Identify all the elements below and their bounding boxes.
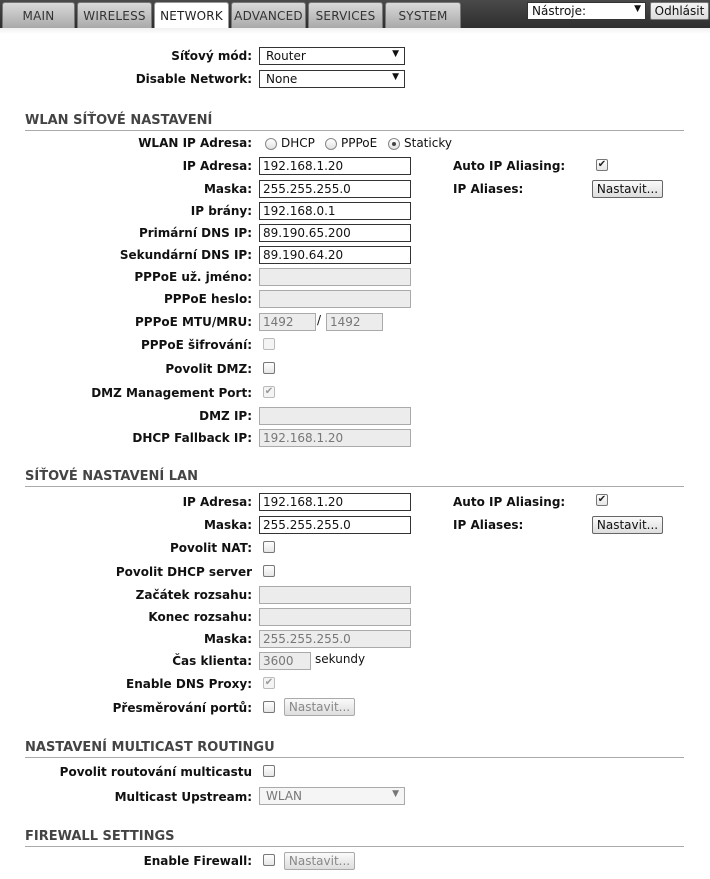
lan-mask-label: Maska:: [203, 518, 252, 532]
pppoe-pass-input[interactable]: [259, 290, 411, 308]
wlan-dns2-label: Sekundární DNS IP:: [119, 248, 252, 262]
check-icon: ✔: [597, 494, 607, 505]
pppoe-enc-checkbox[interactable]: [263, 338, 275, 350]
dmz-label: Povolit DMZ:: [165, 362, 252, 376]
port-forward-label: Přesměrování portů:: [112, 701, 252, 715]
range-start-label: Začátek rozsahu:: [135, 588, 252, 602]
network-mode-value: Router: [266, 49, 306, 63]
tab-system[interactable]: SYSTEM: [385, 2, 461, 28]
wlan-dns2-input[interactable]: 89.190.64.20: [259, 246, 411, 264]
wlan-ip-label: IP Adresa:: [182, 159, 252, 173]
dhcp-mask-input[interactable]: 255.255.255.0: [259, 630, 411, 648]
chevron-down-icon: ▼: [392, 789, 399, 799]
check-icon: ✔: [597, 159, 607, 170]
dhcp-server-checkbox[interactable]: [263, 565, 275, 577]
radio-pppoe-label: PPPoE: [341, 136, 378, 150]
logout-button[interactable]: Odhlásit: [650, 2, 709, 20]
wlan-aliases-button[interactable]: Nastavit...: [592, 180, 663, 198]
chevron-down-icon: ▼: [634, 4, 641, 14]
dhcp-mask-label: Maska:: [203, 632, 252, 646]
multicast-enable-checkbox[interactable]: [263, 765, 275, 777]
pppoe-enc-label: PPPoE šifrování:: [140, 338, 252, 352]
dmz-ip-label: DMZ IP:: [199, 409, 252, 423]
multicast-section-title: NASTAVENÍ MULTICAST ROUTINGU: [25, 740, 684, 758]
dns-proxy-label: Enable DNS Proxy:: [126, 677, 252, 691]
radio-pppoe[interactable]: [325, 138, 337, 150]
wlan-ip-mode-label: WLAN IP Adresa:: [138, 136, 252, 150]
lan-mask-input[interactable]: 255.255.255.0: [259, 516, 411, 534]
tab-services[interactable]: SERVICES: [308, 2, 383, 28]
network-mode-label: Síťový mód:: [171, 49, 252, 63]
wlan-aliases-label: IP Aliases:: [453, 182, 524, 196]
lan-aliases-button[interactable]: Nastavit...: [592, 516, 663, 534]
disable-network-value: None: [266, 72, 298, 86]
lan-section-title: SÍŤOVÉ NASTAVENÍ LAN: [25, 469, 684, 487]
tools-select[interactable]: [527, 2, 646, 20]
port-forward-checkbox[interactable]: [263, 701, 275, 713]
tab-wireless[interactable]: WIRELESS: [77, 2, 152, 28]
firewall-section-title: FIREWALL SETTINGS: [25, 829, 684, 847]
dmz-checkbox[interactable]: [263, 362, 275, 374]
dns-proxy-checkbox[interactable]: [263, 677, 275, 689]
radio-dhcp-label: DHCP: [281, 136, 315, 150]
tools-select-value: Nástroje:: [532, 4, 587, 18]
dmz-ip-input[interactable]: [259, 407, 411, 425]
network-mode-select[interactable]: [259, 47, 405, 65]
radio-dhcp[interactable]: [265, 138, 277, 150]
pppoe-pass-label: PPPoE heslo:: [164, 292, 252, 306]
lan-aliases-label: IP Aliases:: [453, 518, 524, 532]
wlan-dns1-input[interactable]: 89.190.65.200: [259, 224, 411, 242]
fallback-ip-label: DHCP Fallback IP:: [132, 431, 252, 445]
wlan-mask-input[interactable]: 255.255.255.0: [259, 180, 411, 198]
radio-static-label: Staticky: [404, 136, 452, 150]
nav-underline: [0, 28, 710, 34]
multicast-upstream-label: Multicast Upstream:: [114, 790, 252, 804]
pppoe-mtu-input[interactable]: 1492: [259, 313, 316, 331]
wlan-gateway-label: IP brány:: [190, 204, 252, 218]
fallback-ip-input[interactable]: 192.168.1.20: [259, 429, 411, 447]
wlan-mask-label: Maska:: [203, 182, 252, 196]
wlan-ip-input[interactable]: 192.168.1.20: [259, 157, 411, 175]
lan-ip-input[interactable]: 192.168.1.20: [259, 493, 411, 511]
chevron-down-icon: ▼: [392, 49, 399, 59]
tab-advanced[interactable]: ADVANCED: [231, 2, 306, 28]
range-start-input[interactable]: [259, 586, 411, 604]
check-icon: ✔: [264, 677, 274, 688]
wlan-gateway-input[interactable]: 192.168.0.1: [259, 202, 411, 220]
chevron-down-icon: ▼: [392, 72, 399, 82]
wlan-auto-alias-checkbox[interactable]: [596, 159, 608, 171]
wlan-auto-alias-label: Auto IP Aliasing:: [453, 159, 566, 173]
lease-time-unit: sekundy: [315, 652, 366, 666]
tab-network[interactable]: NETWORK: [154, 2, 229, 29]
nat-label: Povolit NAT:: [170, 541, 252, 555]
firewall-enable-label: Enable Firewall:: [143, 854, 252, 868]
firewall-settings-button[interactable]: Nastavit...: [284, 852, 355, 870]
mtu-separator: /: [317, 313, 322, 327]
radio-static[interactable]: [388, 138, 400, 150]
dmz-mgmt-checkbox[interactable]: [263, 386, 275, 398]
port-forward-button[interactable]: Nastavit...: [284, 698, 355, 716]
dmz-mgmt-label: DMZ Management Port:: [91, 386, 252, 400]
pppoe-user-input[interactable]: [259, 268, 411, 286]
tab-main[interactable]: MAIN: [2, 2, 75, 28]
lease-time-label: Čas klienta:: [172, 654, 252, 668]
pppoe-mtu-label: PPPoE MTU/MRU:: [135, 315, 252, 329]
lan-auto-alias-label: Auto IP Aliasing:: [453, 495, 566, 509]
nat-checkbox[interactable]: [263, 541, 275, 553]
firewall-enable-checkbox[interactable]: [263, 854, 275, 866]
disable-network-label: Disable Network:: [135, 72, 252, 86]
dhcp-server-label: Povolit DHCP server: [115, 565, 252, 579]
multicast-upstream-value: WLAN: [266, 789, 303, 803]
multicast-upstream-select[interactable]: [259, 787, 405, 805]
disable-network-select[interactable]: [259, 70, 405, 88]
wlan-dns1-label: Primární DNS IP:: [138, 226, 252, 240]
multicast-enable-label: Povolit routování multicastu: [59, 765, 252, 779]
range-end-input[interactable]: [259, 608, 411, 626]
lan-ip-label: IP Adresa:: [182, 495, 252, 509]
check-icon: ✔: [264, 386, 274, 397]
pppoe-mru-input[interactable]: 1492: [326, 313, 383, 331]
pppoe-user-label: PPPoE už. jméno:: [134, 270, 252, 284]
lease-time-input[interactable]: 3600: [259, 652, 311, 670]
range-end-label: Konec rozsahu:: [148, 610, 252, 624]
top-nav-bar: [0, 0, 710, 28]
lan-auto-alias-checkbox[interactable]: [596, 494, 608, 506]
wlan-section-title: WLAN SÍŤOVÉ NASTAVENÍ: [25, 113, 684, 131]
